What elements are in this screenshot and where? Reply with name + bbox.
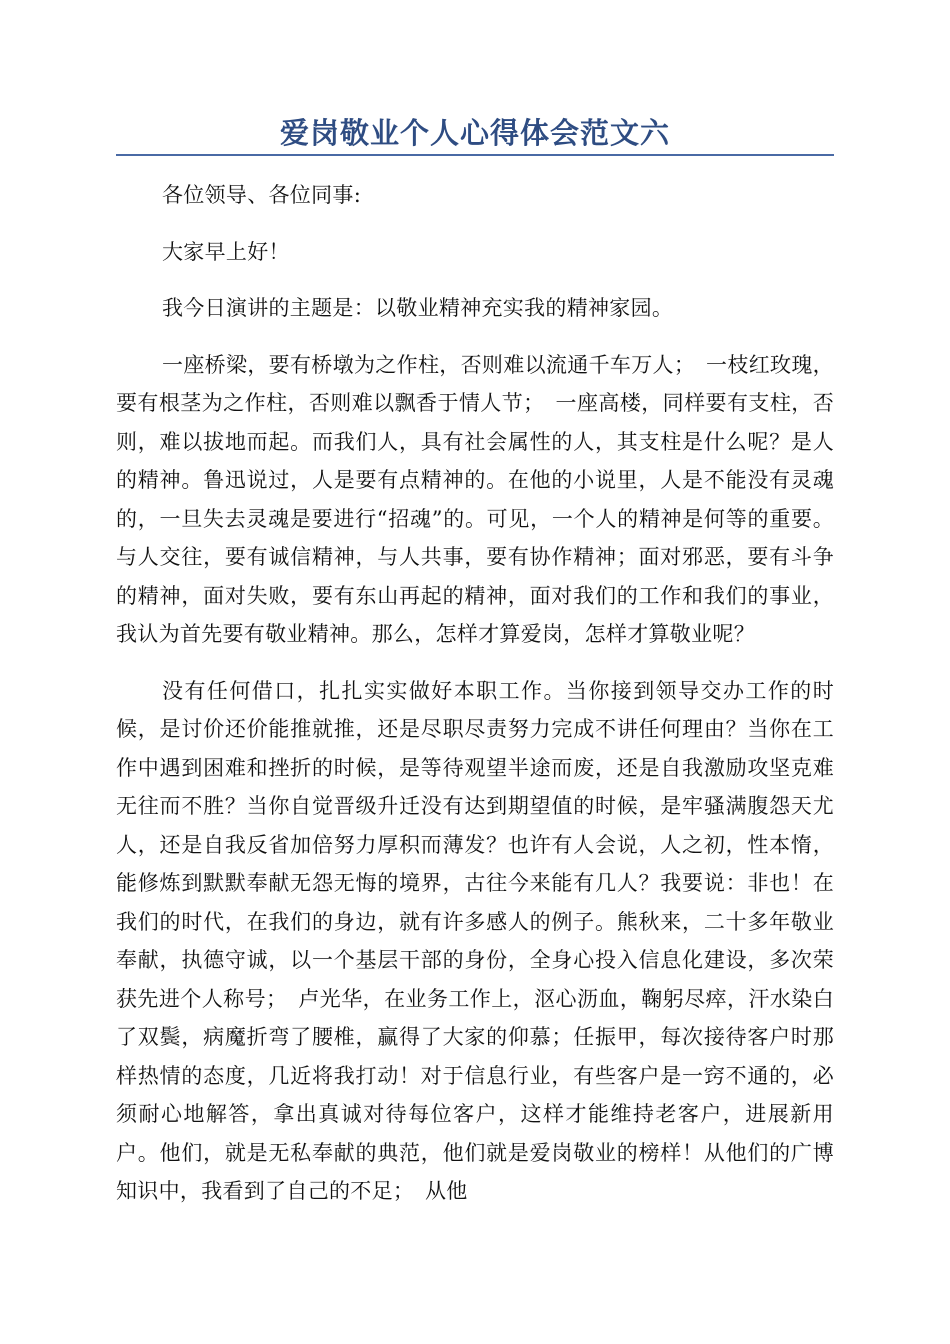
document-body (116, 176, 834, 1211)
document-title: 爱岗敬业个人心得体会范文六 (279, 116, 670, 150)
topic-statement: 我今日演讲的主题是：以敬业精神充实我的精神家园。 (162, 296, 674, 320)
greeting: 大家早上好！ (162, 239, 290, 264)
body-paragraph: 一座桥梁，要有桥墩为之作柱，否则难以流通千车万人； 一枝红玫瑰，要有根茎为之作柱，否则难以飘香于情人节； 一座高楼，同样要有支柱，否则，难以拔地而起。而我们人，具有社会属性的人，其支柱是什么呢？是人的精神。鲁迅说过，人是要有点精神的。在他的小说里，人是不能没有灵魂的，一旦失去灵魂是要进行“招魂”的。可见，一个人的精神是何等的重要。与人交往，要有诚信精神，与人共事，要有协作精神；面对邪恶，要有斗争的精神，面对失败，要有东山再起的精神，面对我们的工作和我们的事业，我认为首先要有敬业精神。那么，怎样才算爱岗，怎样才算敬业呢？ (116, 352, 834, 646)
document-page (116, 0, 834, 1344)
title-underline (116, 154, 834, 156)
salutation: 各位领导、各位同事: (162, 183, 362, 207)
body-paragraph: 没有任何借口，扎扎实实做好本职工作。当你接到领导交办工作的时候，是讨价还价能推就推，还是尽职尽责努力完成不讲任何理由？当你在工作中遇到困难和挫折的时候，是等待观望半途而废，还是自我激励攻坚克难无往而不胜？当你自觉晋级升迁没有达到期望值的时候，是牢骚满腹怨天尤人，还是自我反省加倍努力厚积而薄发？也许有人会说，人之初，性本惰，能修炼到默默奉献无怨无悔的境界，古往今来能有几人？我要说：非也！在我们的时代，在我们的身边，就有许多感人的例子。熊秋来，二十多年敬业奉献，执德守诚，以一个基层干部的身份，全身心投入信息化建设，多次荣获先进个人称号； 卢光华，在业务工作上，沤心沥血，鞠躬尽瘁，汗水染白了双鬓，病魔折弯了腰椎，赢得了大家的仰慕；任振甲，每次接待客户时那样热情的态度，几近将我打动！对于信息行业，有些客户是一窍不通的，必须耐心地解答，拿出真诚对待每位客户，这样才能维持老客户，进展新用户。他们，就是无私奉献的典范，他们就是爱岗敬业的榜样！从他们的广博知识中，我看到了自己的不足； 从他 (116, 678, 834, 1203)
